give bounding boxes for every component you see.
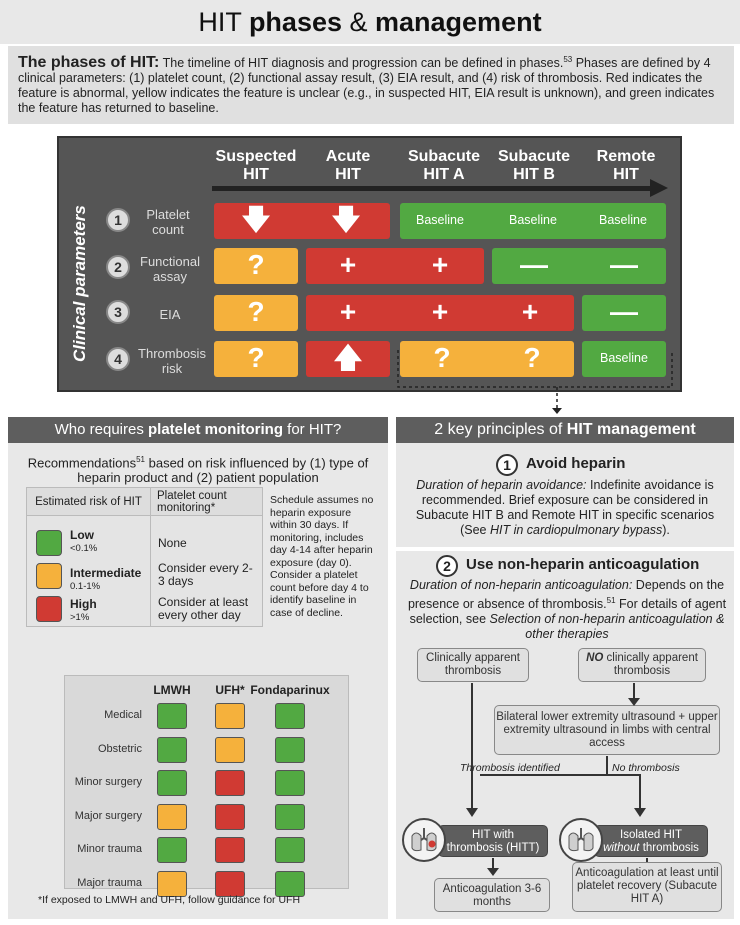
eia-positive: + + +	[306, 295, 574, 331]
management-header: 2 key principles of HIT management	[396, 417, 734, 443]
clinical-thrombosis-box: Clinically apparent thrombosis	[417, 648, 529, 682]
col-ufh: UFH*	[215, 683, 245, 697]
grid-row-label: Major trauma	[77, 876, 142, 889]
platelet-suspected-acute: 🡇 🡇	[214, 203, 390, 239]
intro-text: The phases of HIT: The timeline of HIT diagnosis and progression can be defined in phases.$^{53}$ Phases are defined by 4 clinical parameters: (1) platelet count, (2) functional assay result, (3) EIA result, and (4) risk of thrombosis. Red indicates the feature is abnormal, yellow indicates the feature is unclear (e.g., in suspected HIT, EIA result is unknown), and green indicates the feature has returned to baseline.	[8, 46, 734, 124]
thrombosis-suspected: ?	[214, 341, 298, 377]
lung-thrombosis-icon	[402, 818, 446, 862]
functional-positive: + +	[306, 248, 484, 284]
risk-high: High	[70, 597, 97, 611]
monitoring-header: Who requires platelet monitoring for HIT?	[8, 417, 388, 443]
col-fondaparinux: Fondaparinux	[250, 683, 330, 697]
platelet-icon: Platelet count	[146, 207, 190, 237]
isolated-hit-box: Isolated HIT without thrombosis	[594, 825, 708, 857]
clinical-parameters-label: Clinical parameters	[70, 205, 89, 362]
no-thrombosis-box: NO clinically apparent thrombosis	[578, 648, 706, 682]
grid-row-label: Major surgery	[74, 809, 142, 822]
phase-suspected: Suspected HIT	[215, 148, 297, 183]
param-number: 3	[106, 300, 130, 324]
ultrasound-box: Bilateral lower extremity ultrasound + upper extremity ultrasound in limbs with central access	[494, 705, 720, 755]
risk-high-pct: >1%	[70, 612, 90, 623]
anticoag-platelet-box: Anticoagulation at least until platelet recovery (Subacute HIT A)	[572, 862, 722, 912]
hitt-box: HIT with thrombosis (HITT)	[438, 825, 548, 857]
grid-row-label: Minor trauma	[77, 843, 142, 855]
monitoring-low: None	[158, 536, 187, 550]
eia-suspected: ?	[214, 295, 298, 331]
param-number: 4	[106, 347, 130, 371]
risk-low-pct: <0.1%	[70, 543, 98, 554]
phase-subacute-a: Subacute HIT A	[407, 148, 480, 183]
label-no-thrombosis: No thrombosis	[612, 762, 680, 774]
principle-2-text: Duration of non-heparin anticoagulation: Depends on the presence or absence of thrombosis.$^{51}$ For details of agent selection, see Selection of non-heparin anticoagulation & other therapies	[407, 578, 727, 642]
monitoring-high: Consider at least every other day	[158, 595, 249, 622]
lung-icon	[559, 818, 603, 862]
thrombosis-baseline: Baseline	[582, 341, 666, 377]
schedule-note: Schedule assumes no heparin exposure within 30 days. If monitoring, includes day 4-14 after heparin exposure (day 0). Consider a platelet count before day 4 to identify baseline in case of decline.	[270, 494, 374, 619]
principle-2-number: 2	[436, 555, 458, 577]
principle-1-text: Duration of heparin avoidance: Indefinite avoidance is recommended. Brief exposure can be considered in Subacute HIT B and Remote HIT in specific scenarios (See HIT in cardiopulmonary bypass).	[415, 478, 715, 537]
grid-footnote: *If exposed to LMWH and UFH, follow guidance for UFH	[38, 894, 301, 906]
col-lmwh: LMWH	[153, 683, 191, 697]
assay-icon: Functional assay	[140, 254, 200, 284]
risk-intermediate-pct: 0.1-1%	[70, 581, 101, 592]
recommendation-text: Recommendations$^{51}$ based on risk influenced by (1) type of heparin product and (2) patient population	[27, 455, 369, 486]
risk-low: Low	[70, 528, 94, 542]
risk-col-header: Estimated risk of HIT	[27, 488, 151, 516]
antibody-icon: EIA	[159, 307, 181, 322]
label-thrombosis-identified: Thrombosis identified	[460, 762, 560, 774]
risk-intermediate: Intermediate	[70, 566, 142, 580]
principle-1-number: 1	[496, 454, 518, 476]
monitoring-col-header: Platelet count monitoring*	[151, 488, 262, 516]
param-number: 2	[106, 255, 130, 279]
functional-negative: — —	[492, 248, 666, 284]
thrombosis-icon: Thrombosis risk	[138, 346, 206, 376]
page-title: HIT phases & management	[0, 0, 740, 44]
grid-row-label: Minor surgery	[74, 776, 142, 788]
grid-row-label: Medical	[104, 709, 142, 721]
principle-1-title: Avoid heparin	[526, 455, 626, 472]
param-number: 1	[106, 208, 130, 232]
phase-acute: Acute HIT	[325, 148, 371, 183]
functional-suspected: ?	[214, 248, 298, 284]
thrombosis-subacute: ? ?	[400, 341, 574, 377]
eia-negative: —	[582, 295, 666, 331]
principle-2-title: Use non-heparin anticoagulation	[466, 556, 700, 573]
grid-row-label: Obstetric	[97, 742, 142, 755]
monitoring-intermediate: Consider every 2-3 days	[158, 561, 253, 588]
platelet-baseline: Baseline Baseline Baseline	[400, 203, 666, 239]
thrombosis-acute: 🡅	[306, 341, 390, 377]
phase-subacute-b: Subacute HIT B	[497, 148, 570, 183]
phase-remote: Remote HIT	[596, 148, 656, 183]
anticoag-3-6-box: Anticoagulation 3-6 months	[434, 878, 550, 912]
